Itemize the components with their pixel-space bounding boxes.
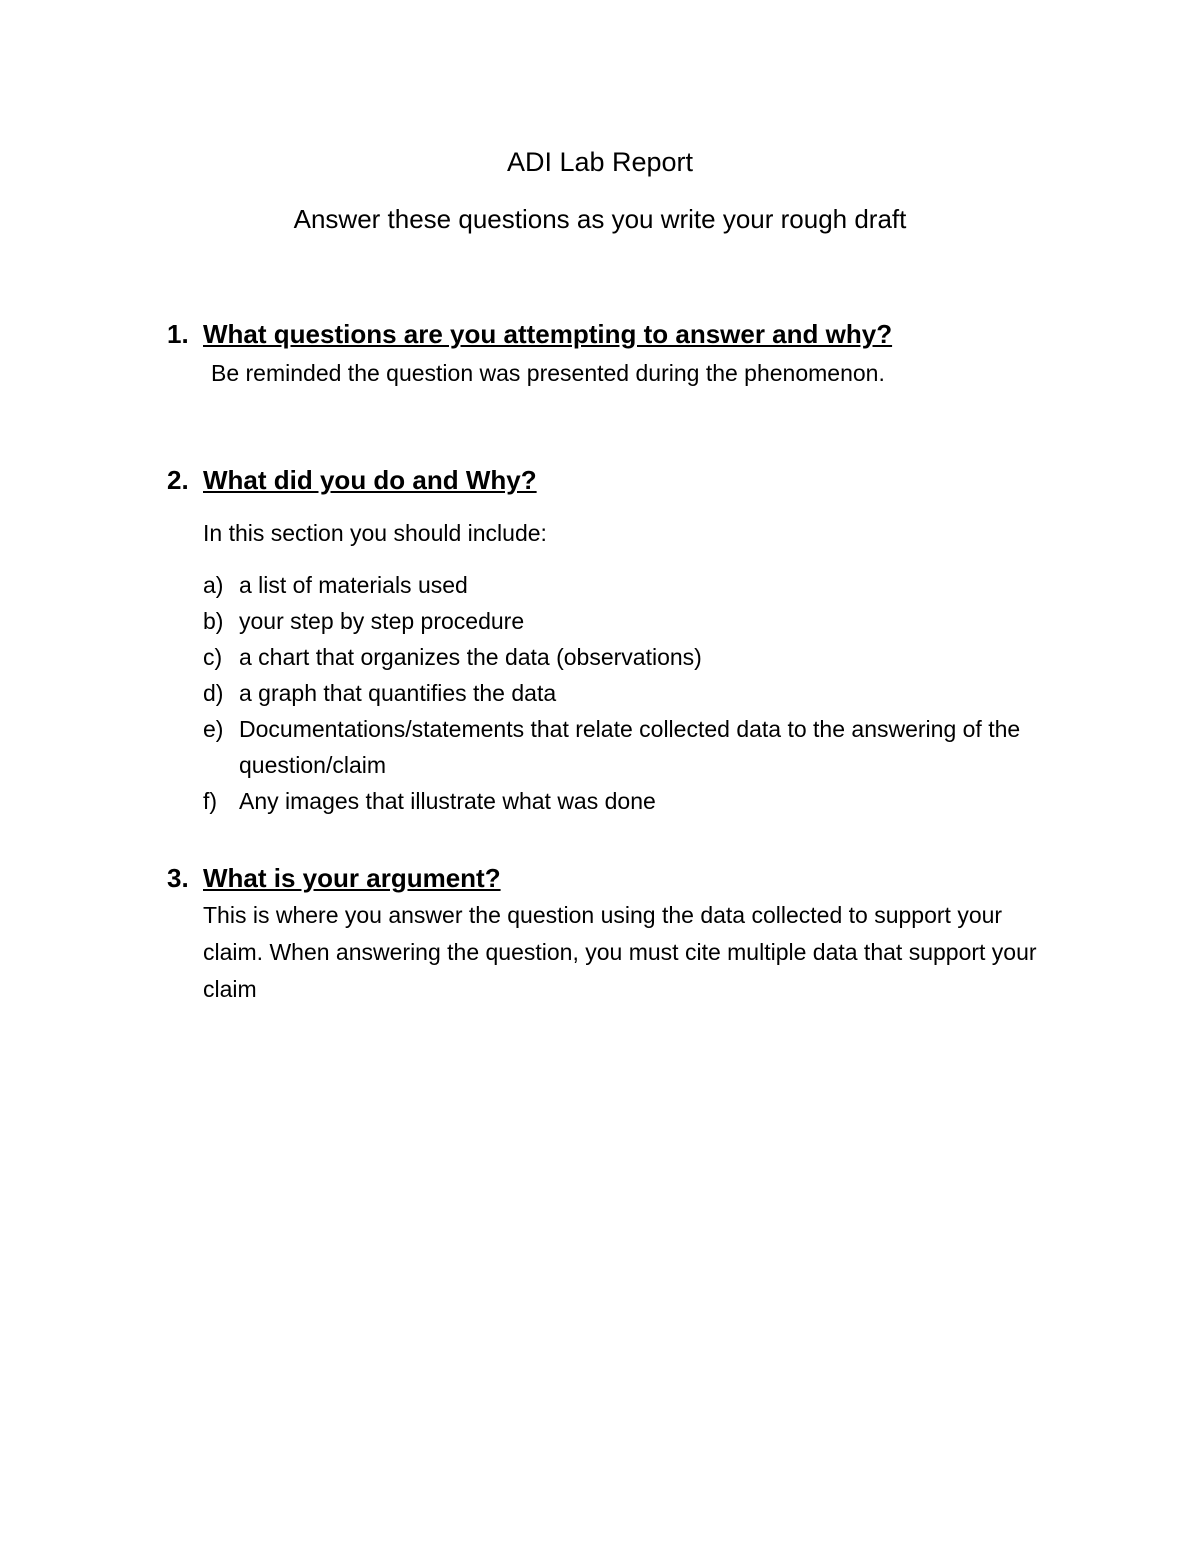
section-2-intro: In this section you should include:: [203, 520, 547, 546]
section-1-text: Be reminded the question was presented during the phenomenon.: [211, 360, 885, 386]
section-3-number: 3.: [167, 863, 189, 893]
list-item-marker: b): [203, 608, 224, 634]
section-3-heading: [167, 860, 501, 896]
list-item-marker: d): [203, 680, 224, 706]
section-2-title: What did you do and Why?: [203, 465, 537, 495]
list-item-text: a chart that organizes the data (observations): [239, 644, 702, 670]
list-item: [203, 675, 1063, 711]
list-item: [203, 783, 1063, 819]
list-item-text: a list of materials used: [239, 572, 468, 598]
list-item-marker: c): [203, 644, 223, 670]
list-item-text: your step by step procedure: [239, 608, 525, 634]
section-3-text: This is where you answer the question using the data collected to support your claim. When answering the question, you must cite multiple data that support your claim: [203, 902, 1037, 1002]
list-item-text: a graph that quantifies the data: [239, 680, 557, 706]
section-2-number: 2.: [167, 465, 189, 495]
list-item: [203, 711, 1063, 783]
section-1-title: What questions are you attempting to answer and why?: [203, 319, 893, 349]
list-item-marker: a): [203, 572, 224, 598]
list-item-text: Any images that illustrate what was done: [239, 788, 656, 814]
document-title: ADI Lab Report: [506, 147, 694, 177]
section-1-number: 1.: [167, 319, 189, 349]
list-item-marker: e): [203, 716, 224, 742]
section-3-title: What is your argument?: [203, 863, 501, 893]
list-item-marker: f): [203, 788, 218, 814]
list-item: [203, 567, 1063, 603]
list-item-text: Documentations/statements that relate collected data to the answering of the question/claim: [239, 716, 1021, 778]
materials-list: [203, 567, 1063, 819]
list-item: [203, 603, 1063, 639]
section-1-heading: [167, 316, 892, 352]
document-subtitle: Answer these questions as you write your rough draft: [293, 204, 907, 234]
section-2-heading: [167, 462, 537, 498]
list-item: [203, 639, 1063, 675]
